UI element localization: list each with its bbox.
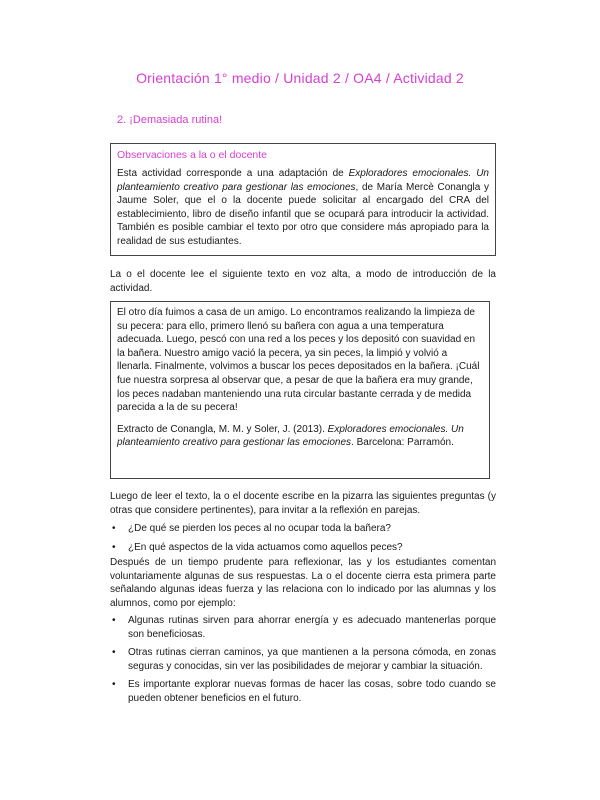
teacher-observations-box <box>110 143 496 256</box>
list-item <box>110 541 496 555</box>
observations-book-title: Exploradores emocionales. Un planteamiento creativo para gestionar las emociones <box>117 168 489 193</box>
reading-citation <box>117 423 483 450</box>
question-text: ¿De qué se pierden los peces al no ocupar toda la bañera? <box>128 523 391 534</box>
bullet-icon: • <box>112 523 116 534</box>
bullet-icon: • <box>112 647 116 659</box>
citation-prefix: Extracto de Conangla, M. M. y Soler, J. (2013). <box>117 423 328 435</box>
questions-list <box>110 522 496 559</box>
citation-suffix: . Barcelona: Parramón. <box>351 437 454 449</box>
list-item <box>110 646 496 673</box>
question-text: ¿En qué aspectos de la vida actuamos como aquellos peces? <box>128 541 403 553</box>
citation-title: Exploradores emocionales. Un planteamiento creativo para gestionar las emociones <box>117 423 464 449</box>
bullet-icon: • <box>112 679 116 691</box>
reading-box <box>110 301 490 479</box>
intro-paragraph: La o el docente lee el siguiente texto en voz alta, a modo de introducción de la actividad. <box>110 269 496 294</box>
observations-text-suffix: , de María Mercè Conangla y Jaume Soler, que el o la docente puede solicitar al encargado del CRA del establecimiento, libro de diseño infantil que se ocupará para introducir la actividad. También es posible cambiar el texto por otro que considere más apropiado para la realidad de sus estudiantes. <box>117 181 489 247</box>
section-title: 2. ¡Demasiada rutina! <box>117 114 223 126</box>
ideas-list <box>110 614 496 711</box>
page-header-title: Orientación 1° medio / Unidad 2 / OA4 / Actividad 2 <box>136 70 464 86</box>
idea-text: Otras rutinas cierran caminos, ya que mantienen a la persona cómoda, en zonas seguras y conocidas, sin ver las posibilidades de mejorar y cambiar la situación. <box>128 647 496 672</box>
list-item <box>110 614 496 641</box>
idea-text: Es importante explorar nuevas formas de hacer las cosas, sobre todo cuando se pueden obtener beneficios en el futuro. <box>128 679 496 704</box>
idea-text: Algunas rutinas sirven para ahorrar energía y es adecuado mantenerlas porque son beneficiosas. <box>128 615 496 640</box>
observations-text <box>117 167 489 249</box>
observations-title: Observaciones a la o el docente <box>117 149 268 161</box>
bullet-icon: • <box>112 541 116 553</box>
list-item <box>110 678 496 705</box>
observations-text-prefix: Esta actividad corresponde a una adaptación de <box>117 168 349 179</box>
bullet-icon: • <box>112 615 116 626</box>
after-reading-paragraph: Luego de leer el texto, la o el docente escribe en la pizarra las siguientes preguntas (y otras que considere pertinentes), para invitar a la reflexión en parejas. <box>110 491 496 516</box>
after-questions-paragraph: Después de un tiempo prudente para reflexionar, las y los estudiantes comentan voluntariamente algunas de sus respuestas. La o el docente cierra esta primera parte señalando algunas ideas fuerza y las relaciona con lo indicado por las alumnas y los alumnos, como por ejemplo: <box>110 557 496 609</box>
reading-text: El otro día fuimos a casa de un amigo. Lo encontramos realizando la limpieza de su pecera: para ello, primero llenó su bañera con agua a una temperatura adecuada. Luego, pescó con una red a los peces y los depositó con suavidad en la bañera. Nuestro amigo vació la pecera, ya sin peces, la limpió y volvió a llenarla. Finalmente, volvimos a buscar los peces depositados en la bañera. ¡Cuál fue nuestra sorpresa al observar que, a pesar de que la bañera era muy grande, los peces nadaban manteniendo una ruta circular bastante cerrada y de medida parecida a la de su pecera! <box>117 307 480 414</box>
list-item <box>110 522 496 536</box>
